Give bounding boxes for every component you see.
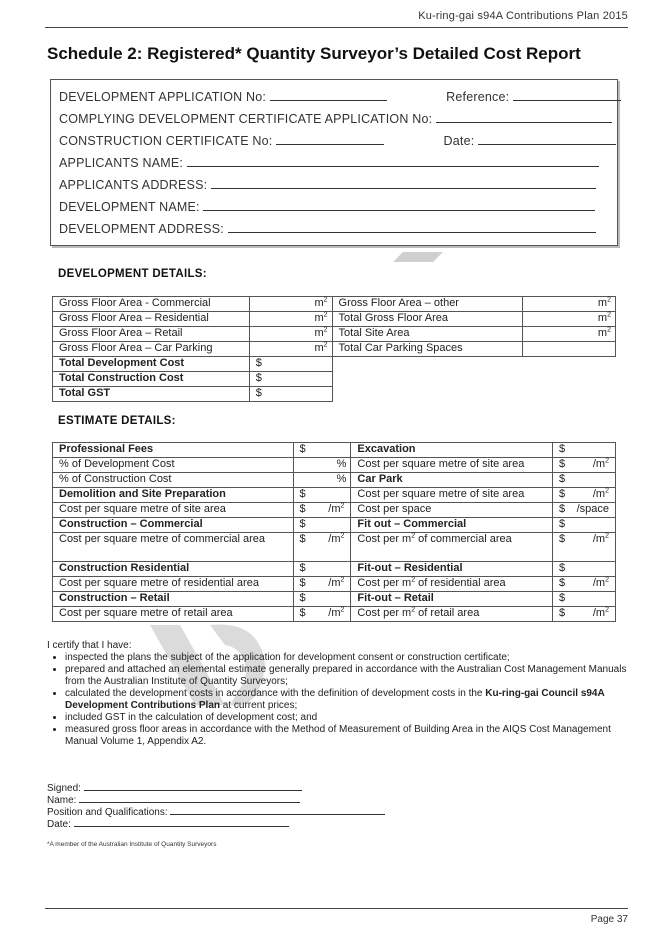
estimate-details-table (52, 442, 616, 622)
development-address-field[interactable] (228, 220, 596, 233)
certification-intro: I certify that I have: (47, 640, 132, 651)
total-construction-cost-label: Total Construction Cost (53, 372, 250, 387)
construction-retail-value[interactable]: $ (293, 592, 351, 607)
gfa-residential-value[interactable]: $m^2$ (249, 312, 332, 327)
cc-row (59, 132, 616, 148)
total-development-cost-value[interactable]: $ (249, 357, 332, 372)
table-row (53, 312, 616, 327)
car-park-value[interactable]: $ (553, 473, 616, 488)
car-park-cost-sqm-label: Cost per square metre of site area (351, 488, 553, 503)
gfa-other-value[interactable]: $m^2$ (523, 297, 616, 312)
table-row (53, 473, 616, 488)
table-row (53, 443, 616, 458)
certification-list (47, 652, 627, 748)
development-name-field[interactable] (203, 198, 595, 211)
table-row (53, 488, 616, 503)
retail-cost-sqm-value[interactable]: $ $/m^2$ (293, 607, 351, 622)
signature-date-field[interactable] (74, 817, 289, 827)
reference-field[interactable] (513, 88, 621, 101)
applicant-address-field[interactable] (211, 176, 596, 189)
cdc-label: COMPLYING DEVELOPMENT CERTIFICATE APPLICATION No: (59, 112, 433, 126)
total-development-cost-label: Total Development Cost (53, 357, 250, 372)
table-row (53, 503, 616, 518)
table-row (53, 458, 616, 473)
fitout-commercial-cost-label: Cost per $m^2$ of commercial area (351, 533, 553, 562)
footnote: *A member of the Australian Institute of Quantity Surveyors (47, 841, 217, 848)
da-row (59, 88, 621, 104)
development-address-row (59, 220, 596, 236)
pct-dev-cost-label: % of Development Cost (53, 458, 294, 473)
name-label: Name: (47, 795, 77, 806)
construction-commercial-label: Construction – Commercial (53, 518, 294, 533)
excavation-cost-sqm-value[interactable]: $ $/m^2$ (553, 458, 616, 473)
table-row (53, 607, 616, 622)
development-name-label: DEVELOPMENT NAME: (59, 200, 200, 214)
fitout-residential-cost-label: Cost per $m^2$ of residential area (351, 577, 553, 592)
table-row (53, 577, 616, 592)
fitout-residential-label: Fit-out – Residential (351, 562, 553, 577)
fitout-retail-cost-label: Cost per $m^2$ of retail area (351, 607, 553, 622)
fitout-commercial-cost-value[interactable]: $ $/m^2$ (553, 533, 616, 562)
reference-label: Reference: (446, 90, 510, 104)
gfa-car-parking-label: Gross Floor Area – Car Parking (53, 342, 250, 357)
applicant-name-label: APPLICANTS NAME: (59, 156, 184, 170)
table-row (53, 518, 616, 533)
applicant-name-row (59, 154, 599, 170)
applicant-address-row (59, 176, 596, 192)
gfa-residential-label: Gross Floor Area – Residential (53, 312, 250, 327)
name-field[interactable] (79, 793, 300, 803)
table-row (53, 342, 616, 357)
total-gfa-label: Total Gross Floor Area (332, 312, 523, 327)
pct-dev-cost-value[interactable]: % (293, 458, 351, 473)
page-title: Schedule 2: Registered* Quantity Surveyor’s Detailed Cost Report (47, 44, 581, 63)
applicant-name-field[interactable] (187, 154, 599, 167)
table-row (53, 372, 616, 387)
footer-rule (45, 908, 628, 909)
estimate-details-heading: ESTIMATE DETAILS: (58, 415, 176, 427)
development-details-heading: DEVELOPMENT DETAILS: (58, 268, 207, 280)
application-box (50, 79, 618, 246)
construction-residential-value[interactable]: $ (293, 562, 351, 577)
professional-fees-label: Professional Fees (53, 443, 294, 458)
table-row (53, 327, 616, 342)
gfa-other-label: Gross Floor Area – other (332, 297, 523, 312)
da-number-field[interactable] (270, 88, 387, 101)
position-label: Position and Qualifications: (47, 807, 168, 818)
commercial-cost-sqm-label: Cost per square metre of commercial area (53, 533, 294, 562)
watermark-shape (393, 252, 443, 262)
total-site-area-value[interactable]: $m^2$ (523, 327, 616, 342)
applicant-address-label: APPLICANTS ADDRESS: (59, 178, 208, 192)
total-car-parking-value[interactable] (523, 342, 616, 357)
fitout-retail-label: Fit-out – Retail (351, 592, 553, 607)
fitout-residential-value[interactable]: $ (553, 562, 616, 577)
cdc-number-field[interactable] (436, 110, 612, 123)
table-row (53, 533, 616, 562)
demolition-cost-sqm-label: Cost per square metre of site area (53, 503, 294, 518)
date-label: Date: (443, 134, 475, 148)
list-item: • included GST in the calculation of development cost; and (65, 712, 627, 724)
total-site-area-label: Total Site Area (332, 327, 523, 342)
car-park-label: Car Park (351, 473, 553, 488)
pct-con-cost-label: % of Construction Cost (53, 473, 294, 488)
car-park-cost-sqm-value[interactable]: $ $/m^2$ (553, 488, 616, 503)
table-row (53, 387, 616, 402)
list-item: • inspected the plans the subject of the application for development consent or construction certificate; (65, 652, 627, 664)
excavation-value[interactable]: $ (553, 443, 616, 458)
gfa-retail-label: Gross Floor Area – Retail (53, 327, 250, 342)
total-construction-cost-value[interactable]: $ (249, 372, 332, 387)
date-row (47, 817, 289, 830)
signed-label: Signed: (47, 783, 81, 794)
cc-label: CONSTRUCTION CERTIFICATE No: (59, 134, 273, 148)
total-car-parking-label: Total Car Parking Spaces (332, 342, 523, 357)
table-row (53, 562, 616, 577)
construction-residential-label: Construction Residential (53, 562, 294, 577)
gfa-commercial-value[interactable]: $m^2$ (249, 297, 332, 312)
fitout-retail-cost-value[interactable]: $ $/m^2$ (553, 607, 616, 622)
signed-field[interactable] (84, 781, 302, 791)
total-gst-label: Total GST (53, 387, 250, 402)
excavation-label: Excavation (351, 443, 553, 458)
development-address-label: DEVELOPMENT ADDRESS: (59, 222, 224, 236)
list-item: • prepared and attached an elemental estimate generally prepared in accordance with the Australian Cost Management Manuals from the Australian Institute of Quantity Surveyors; (65, 664, 627, 688)
residential-cost-sqm-label: Cost per square metre of residential area (53, 577, 294, 592)
excavation-cost-sqm-label: Cost per square metre of site area (351, 458, 553, 473)
demolition-label: Demolition and Site Preparation (53, 488, 294, 503)
list-item: • calculated the development costs in accordance with the definition of development costs in the Ku-ring-gai Council s94A Development Contributions Plan at current prices; (65, 688, 627, 712)
gfa-commercial-label: Gross Floor Area - Commercial (53, 297, 250, 312)
running-header: Ku-ring-gai s94A Contributions Plan 2015 (418, 10, 628, 22)
professional-fees-value[interactable]: $ (293, 443, 351, 458)
signature-date-label: Date: (47, 819, 71, 830)
table-row (53, 297, 616, 312)
fitout-commercial-value[interactable]: $ (553, 518, 616, 533)
demolition-value[interactable]: $ (293, 488, 351, 503)
development-details-table (52, 296, 616, 402)
construction-retail-label: Construction – Retail (53, 592, 294, 607)
da-label: DEVELOPMENT APPLICATION No: (59, 90, 267, 104)
cost-per-space-value[interactable]: $ /space (553, 503, 616, 518)
table-row (53, 357, 616, 372)
total-gfa-value[interactable]: $m^2$ (523, 312, 616, 327)
certification (47, 640, 627, 748)
fitout-commercial-label: Fit out – Commercial (351, 518, 553, 533)
total-gst-value[interactable]: $ (249, 387, 332, 402)
residential-cost-sqm-value[interactable]: $ $/m^2$ (293, 577, 351, 592)
list-item: • measured gross floor areas in accordance with the Method of Measurement of Building Area in the AIQS Cost Management Manual Volume 1, Appendix A2. (65, 724, 627, 748)
gfa-car-parking-value[interactable]: $m^2$ (249, 342, 332, 357)
cost-per-space-label: Cost per space (351, 503, 553, 518)
construction-commercial-value[interactable]: $ (293, 518, 351, 533)
fitout-residential-cost-value[interactable]: $ $/m^2$ (553, 577, 616, 592)
table-row (53, 592, 616, 607)
commercial-cost-sqm-value[interactable]: $ $/m^2$ (293, 533, 351, 562)
cdc-row (59, 110, 612, 126)
header-rule (45, 27, 628, 28)
retail-cost-sqm-label: Cost per square metre of retail area (53, 607, 294, 622)
pct-con-cost-value[interactable]: % (293, 473, 351, 488)
gfa-retail-value[interactable]: $m^2$ (249, 327, 332, 342)
position-field[interactable] (170, 805, 385, 815)
page-number: Page 37 (590, 914, 628, 925)
date-field[interactable] (478, 132, 616, 145)
demolition-cost-sqm-value[interactable]: $ $/m^2$ (293, 503, 351, 518)
development-name-row (59, 198, 595, 214)
cc-number-field[interactable] (276, 132, 384, 145)
fitout-retail-value[interactable]: $ (553, 592, 616, 607)
